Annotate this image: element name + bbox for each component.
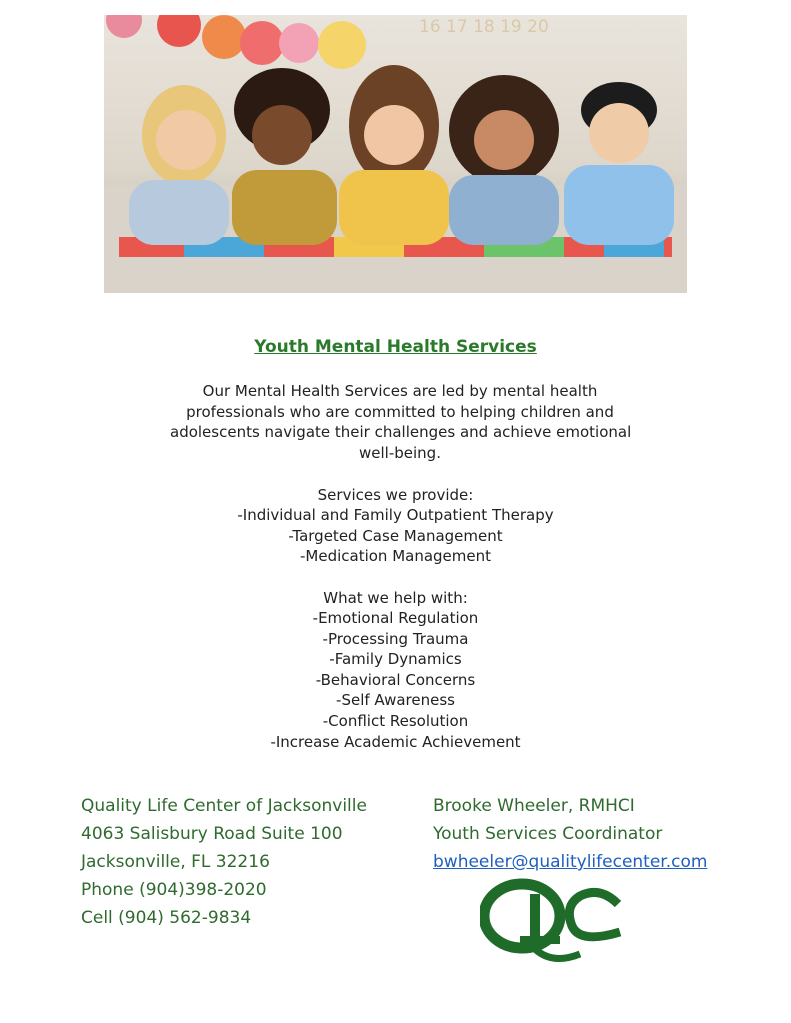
help-item: -Behavioral Concerns [315, 670, 476, 689]
svg-text:16 17 18 19 20: 16 17 18 19 20 [419, 17, 549, 37]
help-heading: What we help with: [323, 589, 468, 607]
service-item: -Targeted Case Management [288, 526, 503, 545]
intro-line: well-being. [359, 443, 441, 462]
intro-line: professionals who are committed to helping children and [186, 402, 614, 421]
org-cell: Cell (904) 562-9834 [81, 908, 252, 928]
hero-photo [104, 15, 687, 293]
help-item: -Emotional Regulation [312, 609, 479, 627]
coordinator-contact [433, 792, 707, 876]
org-city: Jacksonville, FL 32216 [81, 852, 270, 872]
services-heading: Services we provide: [317, 486, 474, 504]
organization-contact [81, 792, 367, 932]
services-list [0, 505, 791, 567]
email-link[interactable]: bwheeler@qualitylifecenter.com [433, 852, 708, 872]
children-photo-illustration [104, 15, 687, 293]
help-list [0, 608, 791, 752]
help-item: -Processing Trauma [322, 629, 469, 648]
intro-line: adolescents navigate their challenges and achieve emotional [170, 423, 632, 442]
org-name: Quality Life Center of Jacksonville [81, 796, 367, 816]
intro-paragraph [170, 381, 630, 463]
service-item: -Medication Management [299, 547, 492, 566]
service-item: -Individual and Family Outpatient Therapy [237, 506, 554, 524]
org-address: 4063 Salisbury Road Suite 100 [81, 824, 343, 844]
help-item: -Increase Academic Achievement [270, 732, 521, 751]
help-item: -Family Dynamics [329, 650, 462, 669]
help-item: -Conflict Resolution [322, 711, 469, 730]
intro-line: Our Mental Health Services are led by mental health [202, 382, 598, 400]
page-title: Youth Mental Health Services [254, 337, 537, 357]
qlc-logo [480, 874, 625, 964]
coordinator-role: Youth Services Coordinator [433, 824, 663, 844]
help-item: -Self Awareness [336, 691, 455, 710]
coordinator-name: Brooke Wheeler, RMHCI [433, 796, 635, 816]
org-phone: Phone (904)398-2020 [81, 880, 267, 900]
